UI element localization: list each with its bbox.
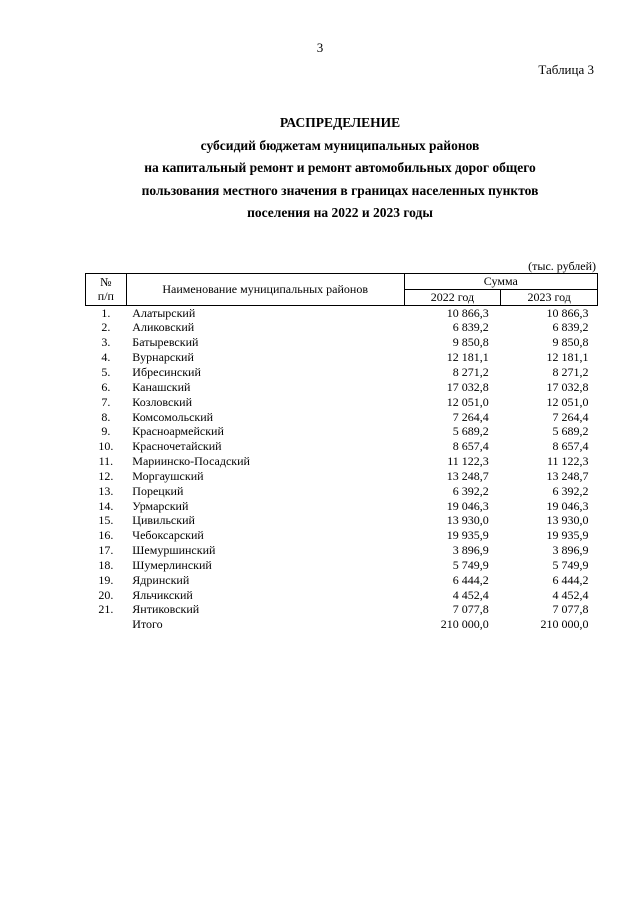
row-number: 11.: [98, 454, 114, 469]
value-2023: 210 000,0: [540, 617, 589, 632]
value-2023: 11 122,3: [546, 454, 589, 469]
value-2022: 19 935,9: [446, 528, 489, 543]
value-2023: 5 749,9: [552, 557, 589, 572]
value-2023: 7 264,4: [552, 409, 589, 424]
district-name: Алатырский: [132, 305, 196, 320]
table-row: [86, 454, 598, 469]
value-2022: 3 896,9: [452, 543, 489, 558]
page-number: 3: [316, 40, 324, 55]
row-number: 5.: [101, 364, 111, 379]
document-title: [60, 112, 620, 225]
value-2023: 5 689,2: [552, 424, 589, 439]
value-2022: 5 689,2: [452, 424, 489, 439]
district-name: Шумерлинский: [132, 557, 212, 572]
row-number: [86, 617, 127, 632]
value-2022: 5 749,9: [452, 557, 489, 572]
value-2022: 6 392,2: [452, 483, 489, 498]
table-row: [86, 484, 598, 499]
row-number: 21.: [98, 602, 114, 617]
value-2023: 3 896,9: [552, 543, 589, 558]
value-2023: 4 452,4: [552, 587, 589, 602]
value-2022: 19 046,3: [446, 498, 489, 513]
header-number-line1: №: [100, 274, 112, 289]
row-number: 2.: [101, 320, 111, 335]
table-row: [86, 410, 598, 425]
district-name: Аликовский: [132, 320, 195, 335]
value-2022: 13 248,7: [446, 468, 489, 483]
value-2023: 8 271,2: [552, 364, 589, 379]
header-name: Наименование муниципальных районов: [126, 274, 404, 306]
district-name: Шемуршинский: [132, 543, 216, 558]
header-2022: 2022 год: [404, 289, 501, 305]
row-number: 20.: [98, 587, 114, 602]
district-name: Козловский: [132, 394, 193, 409]
district-name: Канашский: [132, 379, 191, 394]
row-number: 10.: [98, 439, 114, 454]
value-2022: 12 181,1: [446, 350, 489, 365]
row-number: 12.: [98, 468, 114, 483]
district-name: Чебоксарский: [132, 528, 204, 543]
value-2022: 8 657,4: [452, 439, 489, 454]
row-number: 16.: [98, 528, 114, 543]
district-name: Красночетайский: [132, 439, 222, 454]
district-name: Ядринский: [132, 572, 190, 587]
title-line: поселения на 2022 и 2023 годы: [247, 205, 433, 220]
row-number: 14.: [98, 498, 114, 513]
value-2023: 13 248,7: [546, 468, 589, 483]
table-row: [86, 320, 598, 335]
value-2022: 11 122,3: [447, 454, 489, 469]
district-name: Красноармейский: [132, 424, 224, 439]
district-name: Комсомольский: [132, 409, 214, 424]
row-number: 3.: [101, 335, 111, 350]
value-2023: 17 032,8: [546, 379, 589, 394]
header-sum: Сумма: [404, 274, 597, 290]
row-number: 4.: [101, 350, 111, 365]
value-2023: 7 077,8: [552, 602, 589, 617]
value-2023: 8 657,4: [552, 439, 589, 454]
table-row: [86, 395, 598, 410]
title-line: субсидий бюджетам муниципальных районов: [200, 137, 480, 153]
district-name: Итого: [132, 617, 163, 632]
row-number: 19.: [98, 572, 114, 587]
value-2023: 10 866,3: [546, 305, 589, 320]
row-number: 8.: [101, 409, 111, 424]
table-row: [86, 305, 598, 320]
table-row: [86, 380, 598, 395]
value-2023: 12 051,0: [546, 394, 589, 409]
district-name: Урмарский: [132, 498, 189, 513]
table-row: [86, 528, 598, 543]
table-row: [86, 588, 598, 603]
district-name: Батыревский: [132, 335, 199, 350]
value-2023: 6 444,2: [552, 572, 589, 587]
row-number: 7.: [101, 394, 111, 409]
table-row: [86, 365, 598, 380]
table-row: [86, 424, 598, 439]
title-line: на капитальный ремонт и ремонт автомобильных дорог общего: [144, 160, 536, 175]
value-2022: 13 930,0: [446, 513, 489, 528]
row-number: 9.: [101, 424, 111, 439]
district-name: Мариинско-Посадский: [132, 454, 250, 469]
value-2023: 9 850,8: [552, 335, 589, 350]
table-row: [86, 573, 598, 588]
row-number: 13.: [98, 483, 114, 498]
district-name: Ибресинский: [132, 364, 201, 379]
value-2022: 210 000,0: [440, 617, 489, 632]
table-row: [86, 335, 598, 350]
district-name: Цивильский: [132, 513, 195, 528]
row-number: 18.: [98, 557, 114, 572]
value-2022: 10 866,3: [446, 305, 489, 320]
district-name: Порецкий: [132, 483, 184, 498]
distribution-table: [85, 273, 598, 632]
value-2023: 6 839,2: [552, 320, 589, 335]
table-row: [86, 499, 598, 514]
table-row: [86, 439, 598, 454]
header-2023: 2023 год: [501, 289, 598, 305]
row-number: 6.: [101, 379, 111, 394]
table-row: [86, 469, 598, 484]
table-row: [86, 558, 598, 573]
value-2023: 6 392,2: [552, 483, 589, 498]
row-number: 17.: [98, 543, 114, 558]
value-2022: 7 077,8: [452, 602, 489, 617]
header-number-line2: п/п: [97, 289, 114, 304]
district-name: Моргаушский: [132, 468, 204, 483]
value-2022: 9 850,8: [452, 335, 489, 350]
value-2022: 4 452,4: [452, 587, 489, 602]
value-2022: 8 271,2: [452, 364, 489, 379]
table-row: [86, 513, 598, 528]
table-row: [86, 350, 598, 365]
value-2023: 12 181,1: [546, 350, 589, 365]
value-2022: 6 444,2: [452, 572, 489, 587]
table-row: [86, 543, 598, 558]
units-note: (тыс. рублей): [528, 259, 596, 273]
value-2023: 19 046,3: [546, 498, 589, 513]
value-2022: 6 839,2: [452, 320, 489, 335]
total-row: [86, 617, 598, 632]
district-name: Яльчикский: [132, 587, 193, 602]
table-row: [86, 602, 598, 617]
row-number: 1.: [101, 305, 111, 320]
title-line: РАСПРЕДЕЛЕНИЕ: [279, 115, 401, 130]
district-name: Янтиковский: [132, 602, 200, 617]
header-number: [86, 274, 127, 306]
value-2023: 19 935,9: [546, 528, 589, 543]
title-line: пользования местного значения в границах населенных пунктов: [141, 182, 539, 198]
value-2023: 13 930,0: [546, 513, 589, 528]
table-body: [86, 305, 598, 632]
value-2022: 12 051,0: [446, 394, 489, 409]
value-2022: 17 032,8: [446, 379, 489, 394]
value-2022: 7 264,4: [452, 409, 489, 424]
district-name: Вурнарский: [132, 350, 194, 365]
table-label: Таблица 3: [538, 62, 594, 77]
row-number: 15.: [98, 513, 114, 528]
